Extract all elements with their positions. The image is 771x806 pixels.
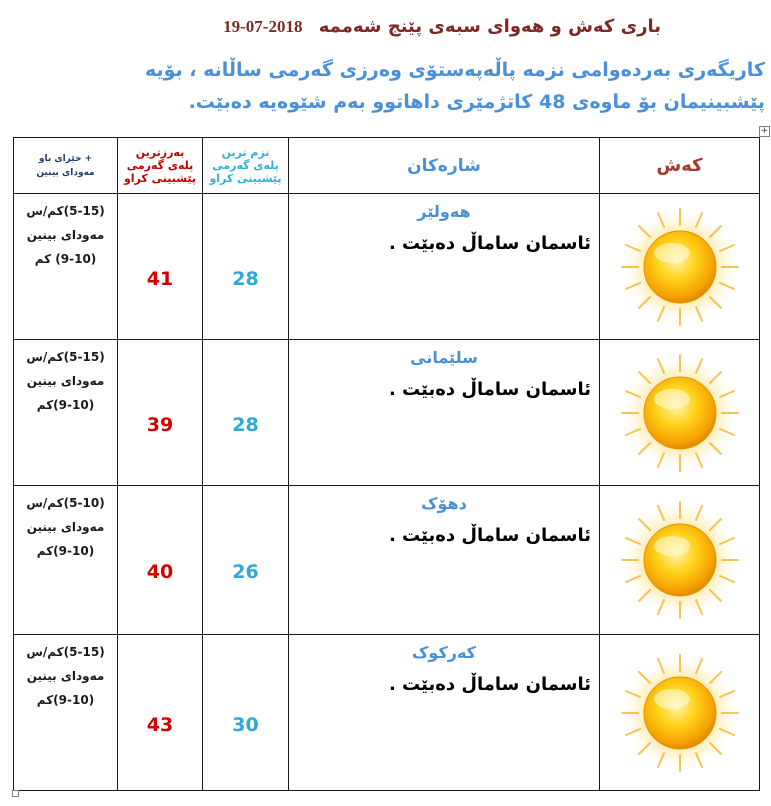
header-min-temp: نزم ترین پلەی گەرمی پێشبینی کراو: [203, 138, 289, 194]
table-move-handle[interactable]: +: [760, 126, 769, 136]
city-name: سلێمانی: [410, 348, 478, 367]
intro-line-1: کاریگەری بەردەوامی نزمە پاڵەپەستۆی وەرزی گەرمی ساڵانە ، بۆیە: [144, 59, 765, 81]
min-temp-value: 28: [232, 413, 259, 436]
max-temp-cell: [118, 340, 203, 486]
forecast-text: ئاسمان ساماڵ دەبێت .: [388, 379, 591, 400]
sun-icon: [618, 498, 742, 622]
weather-icon-cell: [600, 194, 760, 340]
city-name: دهۆک: [421, 494, 467, 513]
city-cell: [289, 635, 600, 791]
weather-icon-cell: [600, 486, 760, 635]
table-resize-handle[interactable]: [12, 790, 19, 797]
city-name: کەرکوک: [412, 643, 476, 662]
sun-icon: [618, 351, 742, 475]
city-cell: [289, 194, 600, 340]
wind-visibility-cell: (5-10)کم/س مەودای بینین (9-10)کم: [14, 486, 118, 635]
intro-line-2: پێشبینیمان بۆ ماوەی 48 کاتژمێری داهاتوو بەم شێوەیە دەبێت.: [188, 91, 765, 113]
city-cell: [289, 340, 600, 486]
max-temp-value: 40: [146, 561, 174, 583]
table-row: [14, 635, 760, 791]
max-temp-cell: [118, 635, 203, 791]
weather-icon-cell: [600, 340, 760, 486]
wind-visibility-cell: (5-15)کم/س مەودای بینین (9-10) کم: [14, 194, 118, 340]
table-header-row: [14, 138, 760, 194]
forecast-text: ئاسمان ساماڵ دەبێت .: [388, 233, 591, 254]
page-title: [101, 16, 661, 37]
weather-table: [13, 137, 760, 791]
max-temp-value: 39: [146, 413, 174, 436]
title-text: باری کەش و هەوای سبەی پێنج شەممە: [318, 16, 661, 37]
max-temp-value: 41: [146, 267, 174, 290]
min-temp-value: 26: [232, 561, 259, 583]
table-row: [14, 486, 760, 635]
intro-paragraph: [5, 54, 765, 118]
sun-icon: [618, 205, 742, 329]
min-temp-cell: [203, 486, 289, 635]
forecast-date: 2018-07-19: [223, 17, 303, 36]
table-row: [14, 194, 760, 340]
min-temp-cell: [203, 340, 289, 486]
header-wind-visibility: خێرای باو + مەودای بینین: [14, 138, 118, 194]
wind-visibility-cell: (5-15)کم/س مەودای بینین (9-10)کم: [14, 340, 118, 486]
min-temp-value: 28: [232, 267, 259, 290]
min-temp-cell: [203, 635, 289, 791]
max-temp-value: 43: [146, 713, 174, 736]
max-temp-cell: [118, 486, 203, 635]
sun-icon: [618, 651, 742, 775]
forecast-text: ئاسمان ساماڵ دەبێت .: [388, 674, 591, 695]
header-max-temp: بەرزترین پلەی گەرمی پێشبینی کراو: [118, 138, 203, 194]
city-name: هەولێر: [417, 202, 471, 221]
forecast-text: ئاسمان ساماڵ دەبێت .: [388, 525, 591, 546]
wind-visibility-cell: (5-15)کم/س مەودای بینین (9-10)کم: [14, 635, 118, 791]
weather-icon-cell: [600, 635, 760, 791]
min-temp-cell: [203, 194, 289, 340]
min-temp-value: 30: [232, 713, 259, 736]
max-temp-cell: [118, 194, 203, 340]
city-cell: [289, 486, 600, 635]
header-cities: شارەکان: [289, 138, 600, 194]
header-weather: کەش: [600, 138, 760, 194]
table-row: [14, 340, 760, 486]
